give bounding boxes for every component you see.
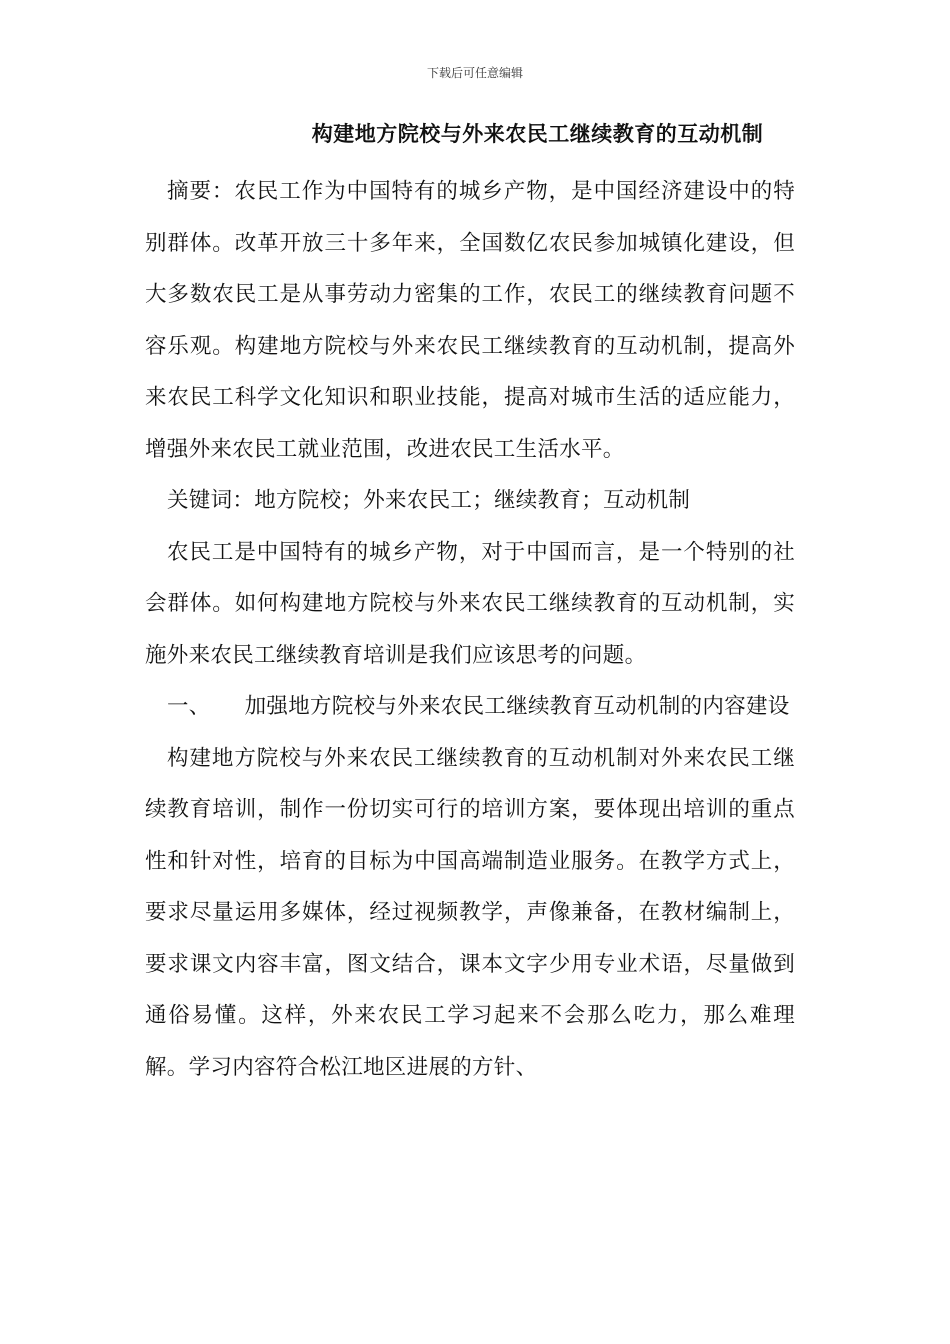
section-number: 一、 — [167, 694, 211, 719]
header-note: 下载后可任意编辑 — [426, 66, 523, 80]
section-heading — [145, 681, 795, 733]
document-body — [145, 166, 795, 1093]
intro-paragraph: 农民工是中国特有的城乡产物，对于中国而言，是一个特别的社会群体。如何构建地方院校与外来农民工继续教育的互动机制，实施外来农民工继续教育培训是我们应该思考的问题。 — [145, 539, 795, 668]
section-heading-text: 加强地方院校与外来农民工继续教育互动机制的内容建设 — [244, 694, 790, 719]
keywords-paragraph: 关键词：地方院校；外来农民工；继续教育；互动机制 — [167, 488, 691, 513]
document-title: 构建地方院校与外来农民工继续教育的互动机制 — [311, 121, 764, 146]
section-body-paragraph: 构建地方院校与外来农民工继续教育的互动机制对外来农民工继续教育培训，制作一份切实可行的培训方案，要体现出培训的重点性和针对性，培育的目标为中国高端制造业服务。在教学方式上，要求尽量运用多媒体，经过视频教学，声像兼备，在教材编制上，要求课文内容丰富，图文结合，课本文字少用专业术语，尽量做到通俗易懂。这样，外来农民工学习起来不会那么吃力，那么难理解。学习内容符合松江地区进展的方针、 — [145, 745, 795, 1080]
abstract-paragraph: 摘要：农民工作为中国特有的城乡产物，是中国经济建设中的特别群体。改革开放三十多年来，全国数亿农民参加城镇化建设，但大多数农民工是从事劳动力密集的工作，农民工的继续教育问题不容乐观。构建地方院校与外来农民工继续教育的互动机制，提高外来农民工科学文化知识和职业技能，提高对城市生活的适应能力，增强外来农民工就业范围，改进农民工生活水平。 — [145, 179, 795, 462]
